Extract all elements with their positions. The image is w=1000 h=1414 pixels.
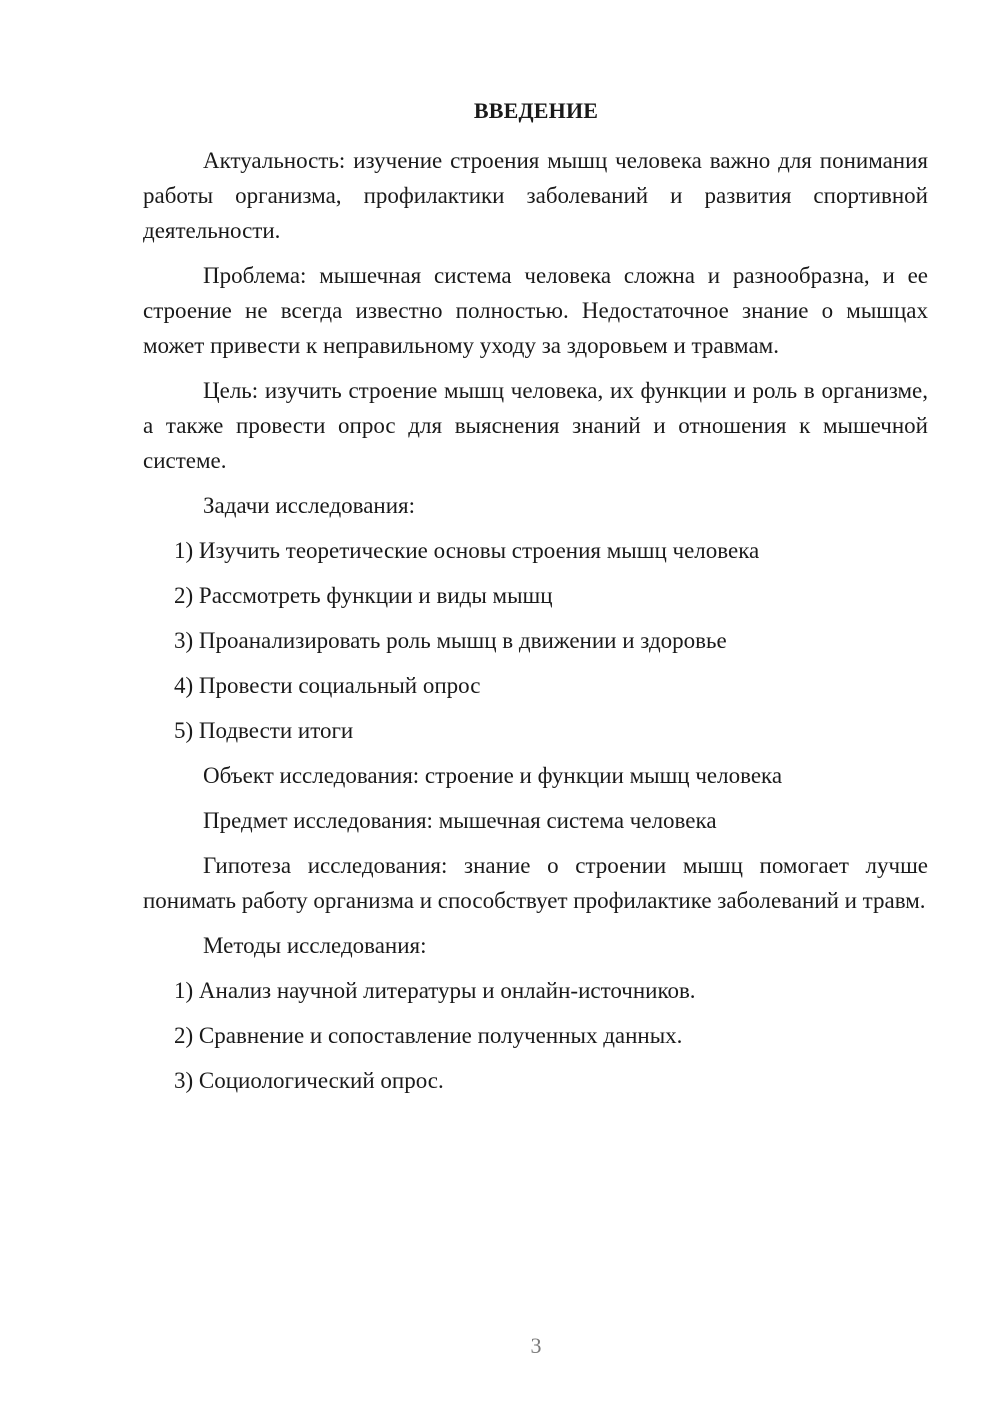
tasks-list-item: 5) Подвести итоги [174, 718, 354, 743]
relevance-paragraph: Актуальность: изучение строения мышц человека важно для понимания работы организма, профилактики заболеваний и развития спортивной деятельности. [143, 148, 928, 243]
tasks-list-item: 1) Изучить теоретические основы строения мышц человека [174, 538, 760, 563]
methods-heading: Методы исследования: [203, 933, 427, 958]
tasks-heading: Задачи исследования: [203, 493, 416, 518]
problem-paragraph: Проблема: мышечная система человека сложна и разнообразна, и ее строение не всегда известно полностью. Недостаточное знание о мышцах может привести к неправильному уходу за здоровьем и травмам. [143, 263, 928, 358]
tasks-list-item: 2) Рассмотреть функции и виды мышц [174, 583, 553, 608]
methods-list-item: 2) Сравнение и сопоставление полученных данных. [174, 1023, 683, 1048]
goal-paragraph: Цель: изучить строение мышц человека, их функции и роль в организме, а также провести опрос для выяснения знаний и отношения к мышечной системе. [143, 378, 928, 473]
research-subject: Предмет исследования: мышечная система человека [203, 808, 717, 833]
tasks-list-item: 4) Провести социальный опрос [174, 673, 481, 698]
research-object: Объект исследования: строение и функции мышц человека [203, 763, 783, 788]
methods-list-item: 1) Анализ научной литературы и онлайн-источников. [174, 978, 696, 1003]
methods-list-item: 3) Социологический опрос. [174, 1068, 444, 1093]
page-number: 3 [530, 1333, 542, 1358]
document-body [143, 143, 928, 1098]
tasks-list-item: 3) Проанализировать роль мышц в движении и здоровье [174, 628, 727, 653]
page-title: ВВЕДЕНИЕ [473, 98, 599, 123]
hypothesis-paragraph: Гипотеза исследования: знание о строении мышц помогает лучше понимать работу организма и способствует профилактике заболеваний и травм. [143, 853, 928, 913]
